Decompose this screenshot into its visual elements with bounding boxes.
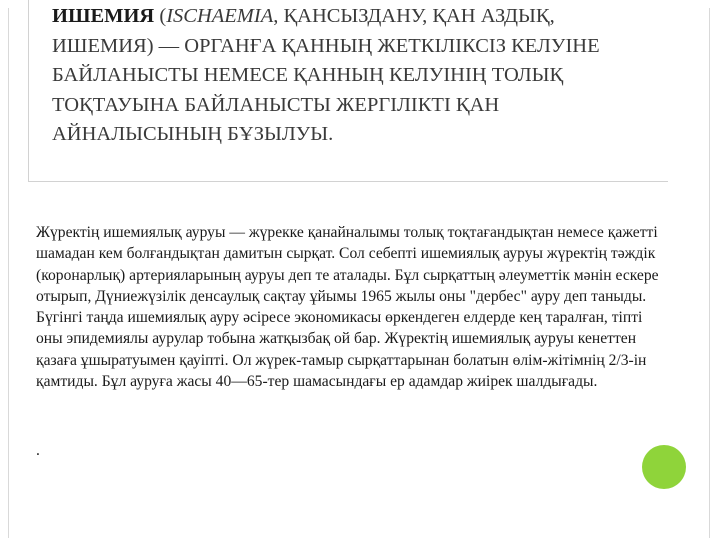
green-circle-decoration (642, 445, 686, 489)
title-term: ИШЕМИЯ (52, 5, 155, 27)
title-latin-term: ISCHAEMIA (166, 5, 274, 27)
trailing-dot: . (36, 442, 40, 459)
title-open-paren: ( (154, 5, 167, 27)
title-definition: , ҚАНСЫЗДАНУ, ҚАН АЗДЫҚ, ИШЕМИЯ) — ОРГАНҒА ҚАННЫҢ ЖЕТКІЛІКСІЗ КЕЛУІНЕ БАЙЛАНЫСТЫ НЕМЕСЕ ҚАННЫҢ КЕЛУІНІҢ ТОЛЫҚ ТОҚТАУЫНА БАЙЛАНЫСТЫ ЖЕРГІЛІКТІ ҚАН АЙНАЛЫСЫНЫҢ БҰЗЫЛУЫ. (52, 5, 600, 146)
slide-title (52, 2, 652, 150)
body-paragraph: Жүректің ишемиялық ауруы — жүрекке қанайналымы толық тоқтағандықтан немесе қажетті шамадан кем болғандықтан дамитын сырқат. Сол себепті ишемиялық ауруы жүректің тәждік (коронарлық) артерияларының ауруы деп те аталады. Бұл сырқаттың әлеуметтік мәнін ескере отырып, Дүниежүзілік денсаулық сақтау ұйымы 1965 жылы оны "дербес" ауру деп таныды. Бүгінгі таңда ишемиялық ауру әсіресе экономикасы өркендеген елдерде кең таралған, тіпті оны эпидемиялы аурулар тобына жатқызбақ ой бар. Жүректің ишемиялық ауруы кенеттен қазаға ұшыратуымен қауіпті. Ол жүрек-тамыр сырқаттарынан болатын өлім-жітімнің 2/3-ін қамтиды. Бұл ауруға жасы 40—65-тер шамасындағы ер адамдар жиірек шалдығады. (36, 224, 659, 391)
